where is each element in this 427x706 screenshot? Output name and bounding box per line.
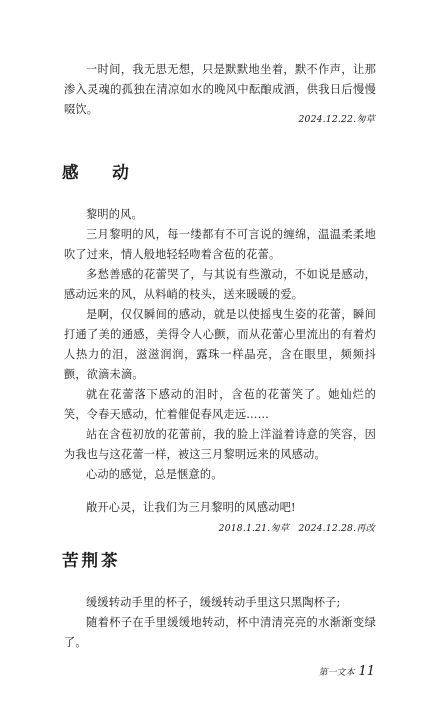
body-paragraph: 三月黎明的风，每一缕都有不可言说的缠绵，温温柔柔地吹了过来，情人般地轻轻吻着含苞的花蕾。 bbox=[64, 228, 376, 261]
section-signature: 2018.1.21.匆草 2024.12.28.再改 bbox=[218, 523, 375, 534]
intro-signature: 2024.12.22.匆草 bbox=[298, 114, 375, 125]
body-paragraph: 黎明的风。 bbox=[86, 208, 143, 221]
closing-paragraph: 敞开心灵，让我们为三月黎明的风感动吧! bbox=[86, 501, 296, 514]
section-title-kujingcha: 苦荆茶 bbox=[62, 551, 121, 570]
body-paragraph: 是啊，仅仅瞬间的感动，就是以使摇曳生姿的花蕾，瞬间打通了美的通感，美得令人心颤，而从花蕾心里流出的有着灼人热力的泪，滋滋润润，露珠一样晶亮，含在眼里，频频抖颤，欲滴未滴。 bbox=[64, 308, 376, 381]
body-paragraph: 心动的感觉，总是惬意的。 bbox=[86, 468, 223, 481]
section-title-gandong: 感 动 bbox=[62, 163, 143, 182]
body-line: 缓缓转动手里的杯子，缓缓转动手里这只黑陶杯子; bbox=[86, 596, 341, 609]
page-number: 11 bbox=[358, 664, 375, 679]
body-paragraph: 多愁善感的花蕾哭了，与其说有些激动，不如说是感动，感动远来的风，从料峭的枝头，送来暖暖的爱。 bbox=[64, 268, 376, 301]
body-paragraph: 站在含苞初放的花蕾前，我的脸上洋溢着诗意的笑容，因为我也与这花蕾一样，被这三月黎明远来的风感动。 bbox=[64, 428, 376, 461]
intro-paragraph: 一时间，我无思无想，只是默默地坐着，默不作声，让那渗入灵魂的孤独在清凉如水的晚风中酝酿成酒，供我日后慢慢啜饮。 bbox=[64, 63, 376, 116]
footer-chapter: 第一文本 bbox=[318, 668, 355, 678]
body-line: 随着杯子在手里缓缓地转动，杯中清清亮亮的水渐渐变绿了。 bbox=[64, 616, 376, 649]
body-paragraph: 就在花蕾落下感动的泪时，含苞的花蕾笑了。她灿烂的笑，令春天感动，忙着催促春风走远…… bbox=[64, 388, 376, 421]
page-footer bbox=[318, 664, 375, 679]
